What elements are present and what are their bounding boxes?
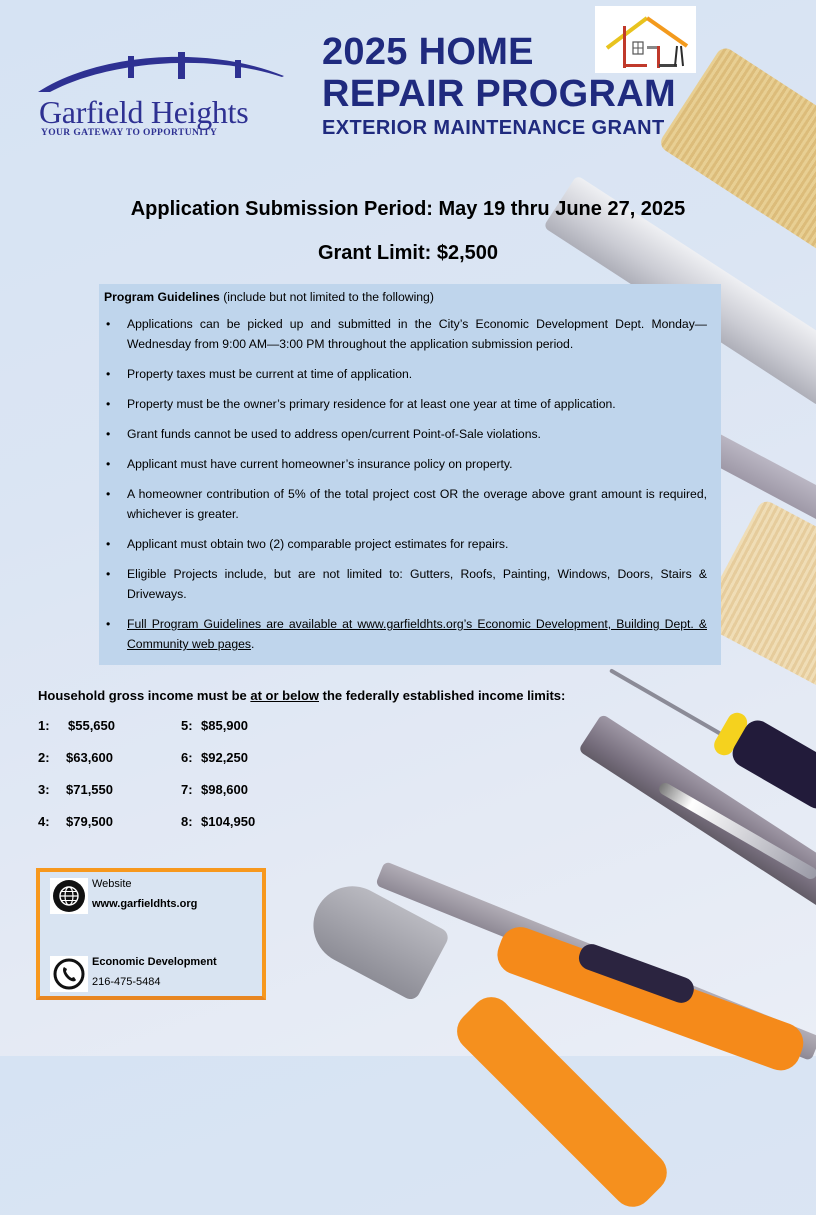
pliers-handle-image [449,989,675,1215]
phone-label: Economic Development [92,956,217,968]
guideline-item: • Property must be the owner’s primary residence for at least one year at time of application. [104,394,707,414]
guidelines-heading [104,290,707,304]
paintbrush-bristles-image [657,45,816,255]
guidelines-list [104,314,707,654]
garfield-heights-logo [36,44,286,144]
guideline-item: • Property taxes must be current at time of application. [104,364,707,384]
guidelines-heading-note: (include but not limited to the following) [220,290,434,304]
phone-number[interactable]: 216-475-5484 [92,976,161,988]
house-tools-icon [595,6,696,73]
bullet-icon: • [106,424,110,444]
bullet-icon: • [106,314,110,334]
title-line-2: REPAIR PROGRAM [322,72,676,116]
website-link[interactable]: www.garfieldhts.org [92,898,197,910]
guideline-item: • Grant funds cannot be used to address open/current Point-of-Sale violations. [104,424,707,444]
guideline-item: • A homeowner contribution of 5% of the total project cost OR the overage above grant amount is required, whichever is greater. [104,484,707,524]
bullet-icon: • [106,394,110,414]
logo-tagline: YOUR GATEWAY TO OPPORTUNITY [41,128,217,138]
guideline-item: • Applicant must have current homeowner’s insurance policy on property. [104,454,707,474]
phone-icon [50,956,88,992]
guideline-item: • Applicant must obtain two (2) comparable project estimates for repairs. [104,534,707,554]
bullet-icon: • [106,454,110,474]
globe-icon [50,878,88,914]
logo-name: Garfield Heights [39,94,248,131]
bullet-icon: • [106,484,110,504]
application-period: Application Submission Period: May 19 thru June 27, 2025 [0,198,816,221]
income-heading-emphasis: at or below [250,688,319,703]
income-heading: Household gross income must be at or below the federally established income limits: [38,688,565,703]
guideline-item: • Eligible Projects include, but are not limited to: Gutters, Roofs, Painting, Windows, Doors, Stairs & Driveways. [104,564,707,604]
program-guidelines-box [99,284,721,665]
guideline-item-link: • Full Program Guidelines are available at www.garfieldhts.org’s Economic Development, Building Dept. & Community web pages. [104,614,707,654]
guideline-item: • Applications can be picked up and submitted in the City’s Economic Development Dept. Monday—Wednesday from 9:00 AM—3:00 PM throughout the application submission period. [104,314,707,354]
title-line-1: 2025 HOME [322,32,676,72]
full-guidelines-link[interactable]: Full Program Guidelines are available at www.garfieldhts.org’s Economic Development, Building Dept. & Community web pages [127,617,707,651]
website-label: Website [92,878,132,890]
title-subtitle: EXTERIOR MAINTENANCE GRANT [322,116,676,140]
bullet-icon: • [106,364,110,384]
bullet-icon: • [106,534,110,554]
bullet-icon: • [106,564,110,584]
bullet-icon: • [106,614,110,634]
contact-box [36,868,266,1000]
guidelines-heading-bold: Program Guidelines [104,290,220,304]
grant-limit: Grant Limit: $2,500 [0,242,816,265]
